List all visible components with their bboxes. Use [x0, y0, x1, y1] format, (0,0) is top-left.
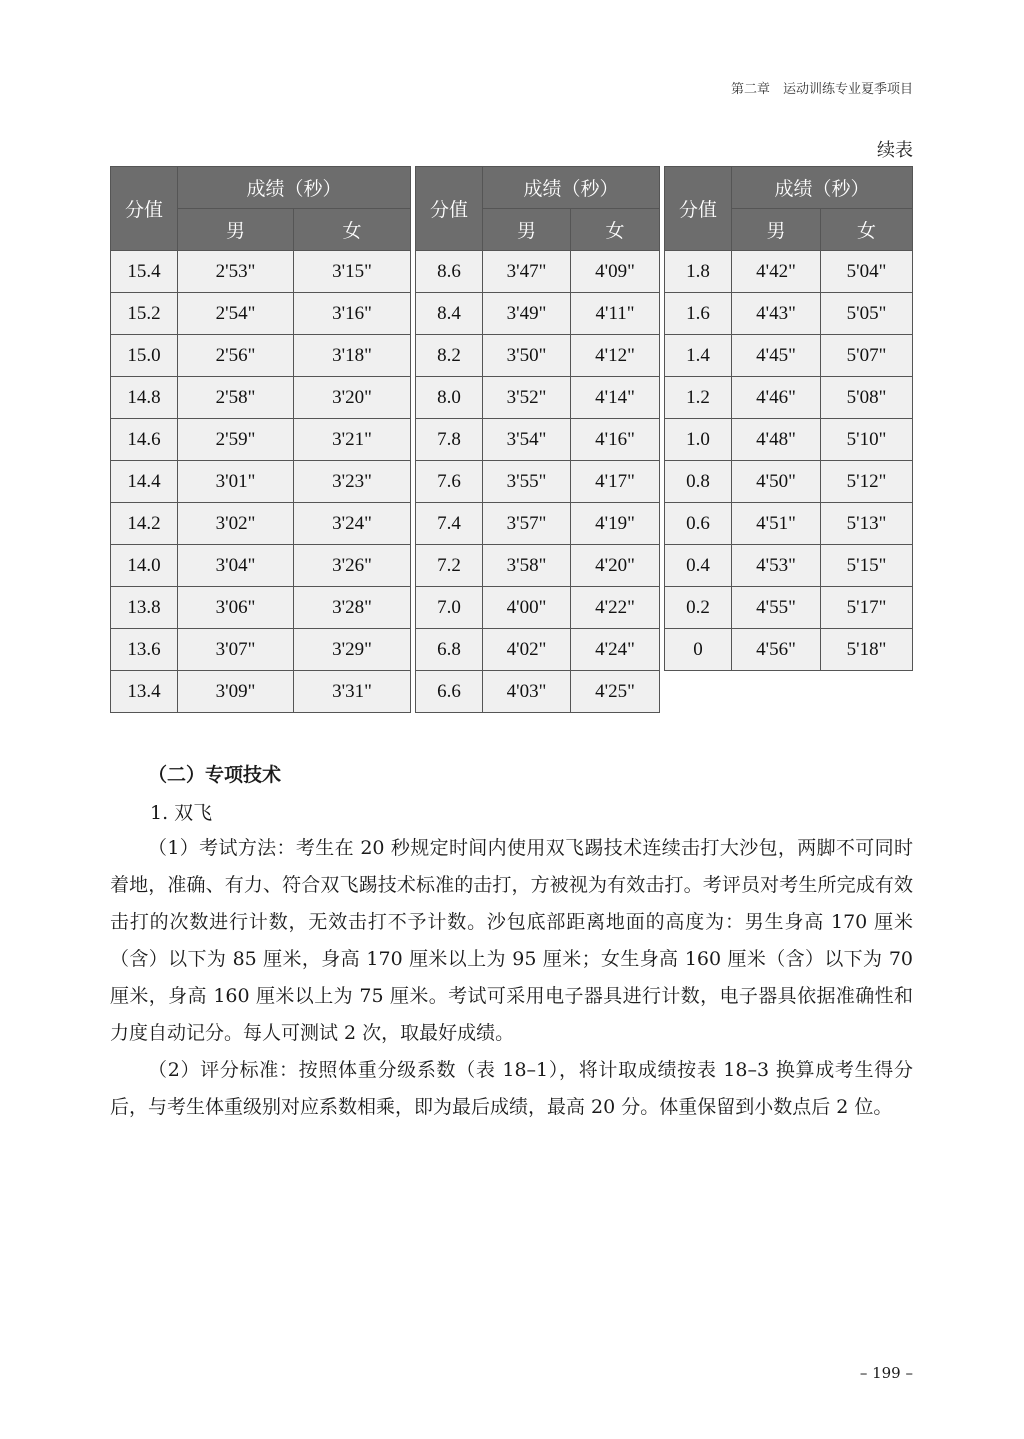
cell-male-result: 4'43" — [732, 293, 821, 335]
header-female: 女 — [821, 209, 913, 251]
cell-female-result: 4'16" — [571, 419, 660, 461]
cell-female-result: 4'14" — [571, 377, 660, 419]
table-row — [665, 503, 913, 545]
table-row — [111, 419, 411, 461]
table-row — [416, 587, 660, 629]
cell-male-result: 4'48" — [732, 419, 821, 461]
cell-score: 6.6 — [416, 671, 483, 713]
cell-score: 0.6 — [665, 503, 732, 545]
cell-female-result: 5'04" — [821, 251, 913, 293]
cell-male-result: 4'02" — [483, 629, 571, 671]
cell-male-result: 2'54" — [178, 293, 294, 335]
cell-score: 14.2 — [111, 503, 178, 545]
cell-female-result: 4'22" — [571, 587, 660, 629]
running-header: 第二章 运动训练专业夏季项目 — [730, 82, 913, 97]
cell-female-result: 3'26" — [294, 545, 411, 587]
cell-female-result: 3'15" — [294, 251, 411, 293]
paragraph-scoring-standard: （2）评分标准：按照体重分级系数（表 18–1），将计取成绩按表 18–3 换算成考生得分后，与考生体重级别对应系数相乘，即为最后成绩，最高 20 分。体重保留到小数点后 2 位。 — [110, 1059, 913, 1118]
header-result: 成绩（秒） — [732, 167, 913, 209]
header-score: 分值 — [416, 167, 483, 251]
cell-female-result: 4'11" — [571, 293, 660, 335]
cell-score: 8.0 — [416, 377, 483, 419]
cell-female-result: 3'24" — [294, 503, 411, 545]
cell-male-result: 3'54" — [483, 419, 571, 461]
cell-female-result: 5'12" — [821, 461, 913, 503]
header-result: 成绩（秒） — [178, 167, 411, 209]
table-row — [665, 335, 913, 377]
cell-male-result: 4'51" — [732, 503, 821, 545]
table-row — [665, 377, 913, 419]
cell-score: 8.4 — [416, 293, 483, 335]
cell-score: 1.0 — [665, 419, 732, 461]
header-male: 男 — [178, 209, 294, 251]
table-body — [665, 251, 913, 671]
header-male: 男 — [483, 209, 571, 251]
cell-male-result: 2'59" — [178, 419, 294, 461]
cell-female-result: 3'28" — [294, 587, 411, 629]
cell-male-result: 4'00" — [483, 587, 571, 629]
cell-male-result: 3'01" — [178, 461, 294, 503]
table-row — [111, 545, 411, 587]
score-table-panel-2 — [415, 166, 660, 713]
cell-male-result: 3'52" — [483, 377, 571, 419]
cell-female-result: 4'24" — [571, 629, 660, 671]
table-row — [416, 293, 660, 335]
cell-male-result: 3'04" — [178, 545, 294, 587]
cell-score: 0 — [665, 629, 732, 671]
cell-male-result: 3'50" — [483, 335, 571, 377]
table-row — [416, 251, 660, 293]
cell-male-result: 2'58" — [178, 377, 294, 419]
cell-score: 0.8 — [665, 461, 732, 503]
cell-female-result: 5'10" — [821, 419, 913, 461]
cell-score: 0.4 — [665, 545, 732, 587]
cell-female-result: 5'15" — [821, 545, 913, 587]
cell-male-result: 4'56" — [732, 629, 821, 671]
cell-male-result: 4'55" — [732, 587, 821, 629]
cell-male-result: 4'42" — [732, 251, 821, 293]
cell-male-result: 3'09" — [178, 671, 294, 713]
table-row — [416, 461, 660, 503]
cell-score: 8.2 — [416, 335, 483, 377]
cell-score: 14.6 — [111, 419, 178, 461]
table-row — [416, 377, 660, 419]
cell-score: 0.2 — [665, 587, 732, 629]
table-continued-label: 续表 — [877, 140, 913, 161]
cell-score: 8.6 — [416, 251, 483, 293]
cell-female-result: 5'05" — [821, 293, 913, 335]
cell-female-result: 3'29" — [294, 629, 411, 671]
table-row — [416, 503, 660, 545]
cell-score: 15.2 — [111, 293, 178, 335]
cell-female-result: 4'17" — [571, 461, 660, 503]
header-male: 男 — [732, 209, 821, 251]
table-row — [665, 419, 913, 461]
cell-male-result: 4'46" — [732, 377, 821, 419]
cell-female-result: 4'20" — [571, 545, 660, 587]
cell-male-result: 3'57" — [483, 503, 571, 545]
paragraph-exam-method: （1）考试方法：考生在 20 秒规定时间内使用双飞踢技术连续击打大沙包，两脚不可同时着地，准确、有力、符合双飞踢技术标准的击打，方被视为有效击打。考评员对考生所完成有效击打的次数进行计数，无效击打不予计数。沙包底部距离地面的高度为：男生身高 170 厘米（含）以下为 85 厘米，身高 170 厘米以上为 95 厘米；女生身高 160 厘米（含）以下为 70 厘米，身高 160 厘米以上为 75 厘米。考试可采用电子器具进行计数，电子器具依据准确性和力度自动记分。每人可测试 2 次，取最好成绩。 — [110, 837, 913, 1044]
table-body — [111, 251, 411, 713]
cell-score: 15.0 — [111, 335, 178, 377]
cell-score: 6.8 — [416, 629, 483, 671]
cell-score: 1.8 — [665, 251, 732, 293]
cell-male-result: 3'49" — [483, 293, 571, 335]
cell-female-result: 3'18" — [294, 335, 411, 377]
table-row — [111, 251, 411, 293]
score-table-panel-3 — [664, 166, 913, 671]
header-score: 分值 — [111, 167, 178, 251]
cell-female-result: 4'09" — [571, 251, 660, 293]
cell-score: 15.4 — [111, 251, 178, 293]
table-row — [665, 587, 913, 629]
table-row — [416, 419, 660, 461]
cell-score: 7.6 — [416, 461, 483, 503]
cell-female-result: 5'13" — [821, 503, 913, 545]
cell-female-result: 5'08" — [821, 377, 913, 419]
cell-female-result: 4'12" — [571, 335, 660, 377]
cell-male-result: 4'45" — [732, 335, 821, 377]
cell-score: 7.2 — [416, 545, 483, 587]
cell-male-result: 3'02" — [178, 503, 294, 545]
table-row — [665, 545, 913, 587]
header-female: 女 — [294, 209, 411, 251]
cell-male-result: 3'06" — [178, 587, 294, 629]
table-row — [111, 335, 411, 377]
table-row — [111, 293, 411, 335]
table-row — [111, 377, 411, 419]
table-row — [416, 545, 660, 587]
cell-score: 14.0 — [111, 545, 178, 587]
table-row — [665, 461, 913, 503]
cell-female-result: 4'25" — [571, 671, 660, 713]
cell-score: 7.4 — [416, 503, 483, 545]
cell-male-result: 4'03" — [483, 671, 571, 713]
score-table-panel-1 — [110, 166, 411, 713]
table-row — [111, 671, 411, 713]
cell-score: 7.0 — [416, 587, 483, 629]
cell-female-result: 3'16" — [294, 293, 411, 335]
table-row — [665, 251, 913, 293]
cell-male-result: 4'53" — [732, 545, 821, 587]
cell-male-result: 3'07" — [178, 629, 294, 671]
cell-female-result: 3'21" — [294, 419, 411, 461]
table-row — [416, 671, 660, 713]
section-title: （二）专项技术 — [148, 764, 282, 786]
cell-male-result: 3'55" — [483, 461, 571, 503]
header-result: 成绩（秒） — [483, 167, 660, 209]
table-row — [111, 587, 411, 629]
table-row — [665, 629, 913, 671]
cell-score: 1.2 — [665, 377, 732, 419]
cell-score: 13.8 — [111, 587, 178, 629]
table-row — [665, 293, 913, 335]
cell-female-result: 3'31" — [294, 671, 411, 713]
cell-score: 1.4 — [665, 335, 732, 377]
cell-score: 13.6 — [111, 629, 178, 671]
cell-score: 14.4 — [111, 461, 178, 503]
cell-female-result: 5'07" — [821, 335, 913, 377]
table-row — [416, 629, 660, 671]
table-row — [111, 503, 411, 545]
cell-male-result: 4'50" — [732, 461, 821, 503]
cell-female-result: 5'18" — [821, 629, 913, 671]
cell-female-result: 3'20" — [294, 377, 411, 419]
cell-score: 14.8 — [111, 377, 178, 419]
cell-score: 7.8 — [416, 419, 483, 461]
cell-female-result: 4'19" — [571, 503, 660, 545]
table-row — [111, 629, 411, 671]
cell-male-result: 2'53" — [178, 251, 294, 293]
cell-female-result: 3'23" — [294, 461, 411, 503]
cell-male-result: 3'47" — [483, 251, 571, 293]
table-body — [416, 251, 660, 713]
cell-male-result: 2'56" — [178, 335, 294, 377]
subsection-title: 1. 双飞 — [150, 802, 213, 824]
header-female: 女 — [571, 209, 660, 251]
page-number: – 199 – — [859, 1364, 913, 1382]
cell-female-result: 5'17" — [821, 587, 913, 629]
table-row — [111, 461, 411, 503]
cell-male-result: 3'58" — [483, 545, 571, 587]
header-score: 分值 — [665, 167, 732, 251]
cell-score: 13.4 — [111, 671, 178, 713]
cell-score: 1.6 — [665, 293, 732, 335]
table-row — [416, 335, 660, 377]
